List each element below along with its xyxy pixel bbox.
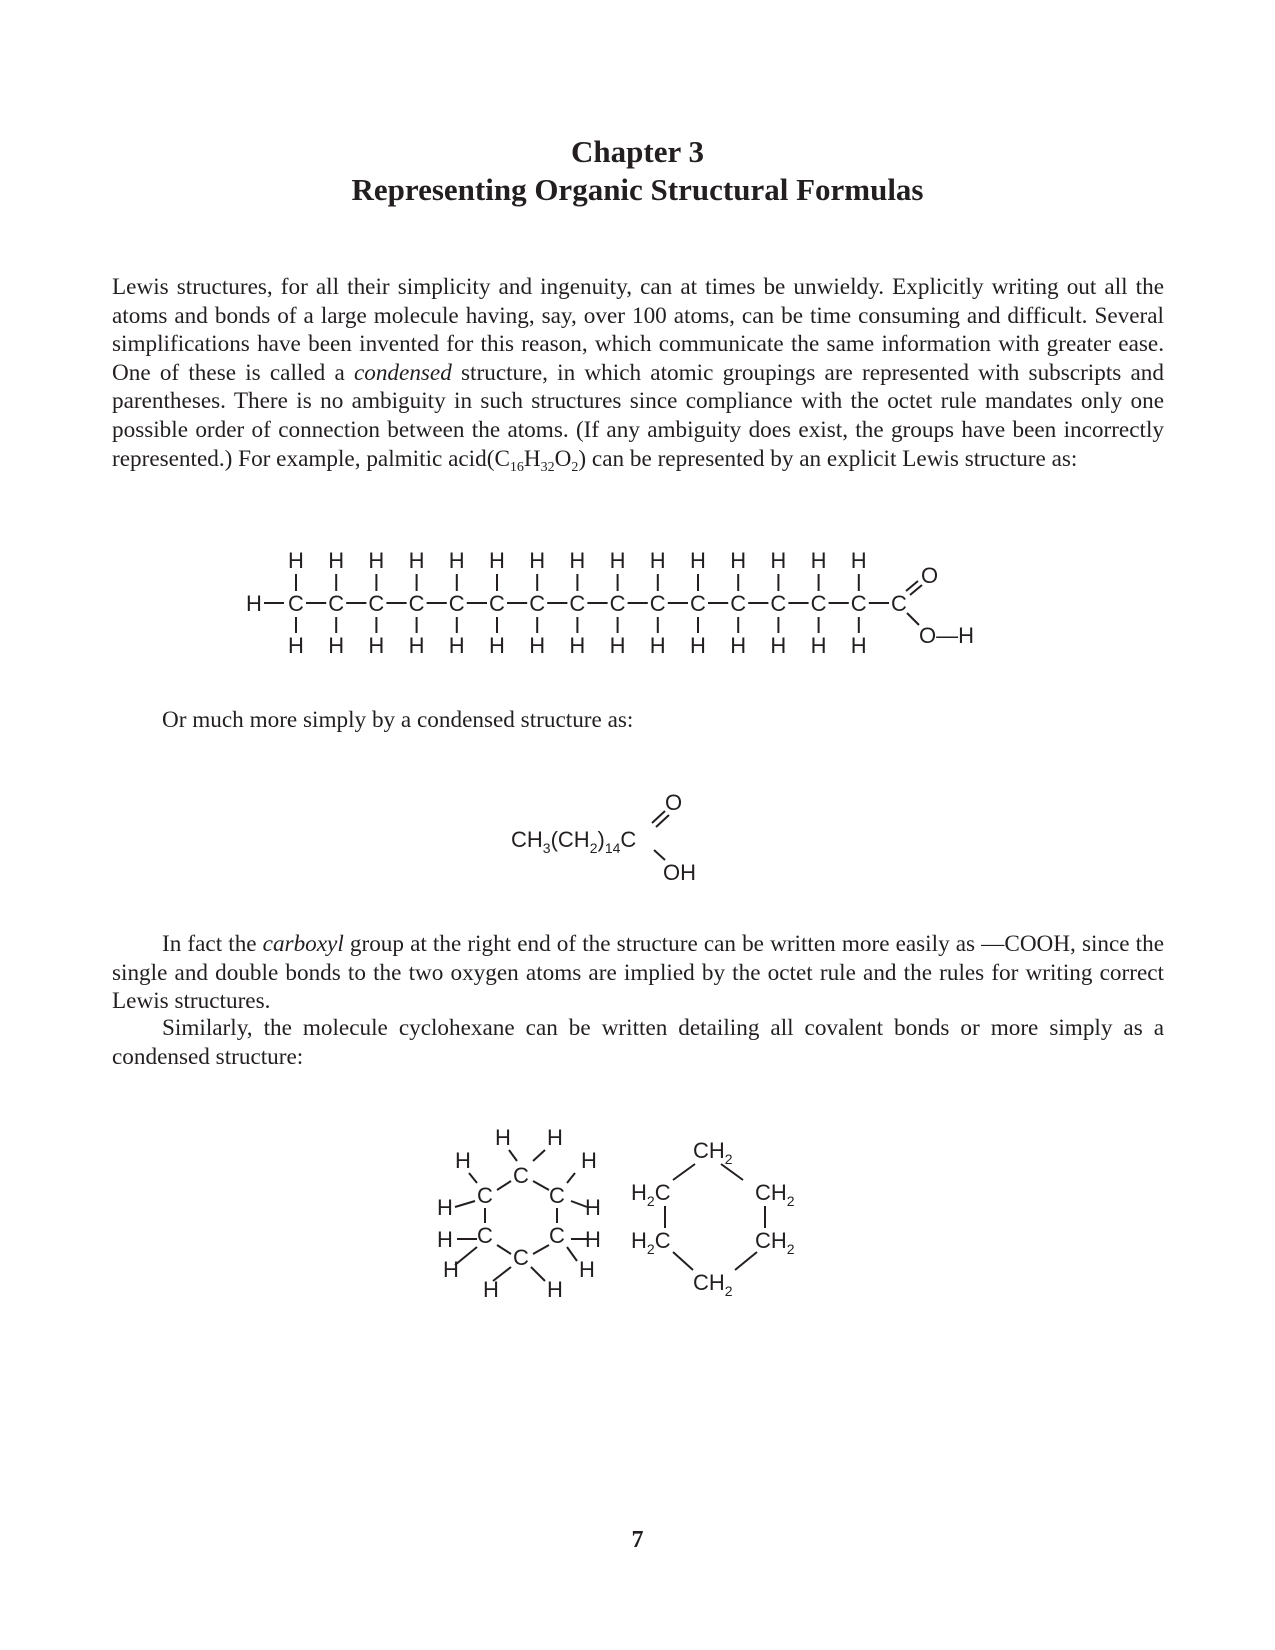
- hydrogen-atom: H: [489, 633, 505, 658]
- cyclohexane-condensed-structure: [615, 1120, 835, 1300]
- hydrogen-atom: H: [489, 548, 505, 573]
- hydrogen-atom: H: [529, 548, 546, 573]
- carbon-atom: C: [730, 591, 747, 616]
- hydrogen-atom: H: [569, 633, 586, 658]
- hydrogen-atom: H: [328, 633, 345, 658]
- carbon-atom: C: [810, 591, 827, 616]
- svg-text:C: C: [549, 1183, 565, 1208]
- hydrogen-atom: H: [569, 548, 586, 573]
- chapter-number: Chapter 3: [571, 134, 704, 169]
- carbon-atom: C: [408, 591, 425, 616]
- emphasis-carboxyl: carboxyl: [262, 931, 344, 957]
- svg-text:H: H: [437, 1195, 453, 1220]
- svg-text:H: H: [579, 1257, 595, 1282]
- terminal-hydrogen: H: [246, 591, 262, 616]
- svg-text:CH2: $CH_2$: [693, 1270, 733, 1299]
- svg-text:H: H: [443, 1257, 459, 1282]
- carbon-atom: C: [529, 591, 546, 616]
- hydrogen-atom: H: [770, 548, 787, 573]
- paragraph-text: structure, in which atomic groupings are represented with subscripts and parentheses. There is no ambiguity in such structures since compliance with the octet rule mandates only one possible order of connection between the atoms. (If any ambiguity does exist, the groups have been incorrectly represented.) For example, palmitic acid(: [112, 359, 1164, 472]
- hydrogen-atom: H: [368, 548, 385, 573]
- carbonyl-oxygen: O: [665, 790, 683, 815]
- hydrogen-atom: H: [810, 548, 827, 573]
- hydrogen-atom: H: [288, 633, 304, 658]
- hydrogen-atom: H: [730, 633, 747, 658]
- svg-text:H: H: [585, 1195, 601, 1220]
- carbonyl-oxygen: O: [921, 563, 939, 588]
- hydrogen-atom: H: [690, 633, 706, 658]
- svg-text:H: H: [455, 1148, 471, 1173]
- carbon-atom: C: [690, 591, 706, 616]
- hydrogen-atom: H: [448, 633, 465, 658]
- paragraph-text: ) can be represented by an explicit Lewis structure as:: [578, 445, 1078, 472]
- hydrogen-atom: H: [649, 633, 666, 658]
- chapter-heading: [0, 133, 1275, 209]
- hydrogen-atom: H: [770, 633, 787, 658]
- hydrogen-atom: H: [288, 548, 304, 573]
- caption-condensed: Or much more simply by a condensed structure as:: [162, 707, 634, 733]
- hydrogen-atom: H: [529, 633, 546, 658]
- svg-text:H: H: [547, 1125, 563, 1150]
- hydrogen-atom: H: [730, 548, 747, 573]
- svg-text:CH2: $CH_2$: [755, 1180, 795, 1209]
- hydroxyl-group: OH: [663, 860, 696, 880]
- svg-text:H: H: [483, 1277, 499, 1300]
- svg-text:H2C: $H_2C$: [631, 1180, 671, 1209]
- condensed-formula: $CH_3(CH_2)_{14}C$: [511, 827, 637, 856]
- hydrogen-atom: H: [850, 548, 867, 573]
- svg-text:H: H: [547, 1277, 563, 1300]
- svg-text:H: H: [585, 1227, 601, 1252]
- svg-text:H2C: $H_2C$: [631, 1228, 671, 1257]
- svg-text:C: C: [513, 1245, 529, 1270]
- hydroxyl-group: O—H: [919, 623, 974, 648]
- hydrogen-atom: H: [408, 548, 425, 573]
- page-number: 7: [631, 1527, 644, 1553]
- carbon-atom: C: [448, 591, 465, 616]
- molecular-formula: $C_{16}H_{32}O_2$: [494, 445, 579, 475]
- svg-text:C: C: [549, 1223, 565, 1248]
- svg-text:H: H: [437, 1227, 453, 1252]
- svg-text:H: H: [495, 1125, 511, 1150]
- carbon-atom: C: [609, 591, 626, 616]
- cyclohexane-full-structure: [405, 1115, 605, 1300]
- svg-text:C: C: [513, 1163, 529, 1188]
- hydrogen-atom: H: [328, 548, 345, 573]
- carbon-atom: C: [770, 591, 787, 616]
- carbon-atom: C: [489, 591, 505, 616]
- carbon-atom: C: [850, 591, 867, 616]
- hydrogen-atom: H: [609, 633, 626, 658]
- condensed-structure-figure: [505, 780, 735, 880]
- carboxyl-carbon: C: [891, 591, 907, 616]
- carbon-atom: C: [649, 591, 666, 616]
- svg-text:C: C: [477, 1183, 493, 1208]
- hydrogen-atom: H: [810, 633, 827, 658]
- paragraph-carboxyl: [112, 930, 1164, 1016]
- hydrogen-atom: H: [609, 548, 626, 573]
- paragraph-text: Similarly, the molecule cyclohexane can be written detailing all covalent bonds or more simply as a condensed structure:: [112, 1015, 1164, 1070]
- carbon-atom: C: [368, 591, 385, 616]
- carbon-atom: C: [328, 591, 345, 616]
- chapter-title: Representing Organic Structural Formulas: [351, 172, 924, 207]
- hydrogen-atom: H: [408, 633, 425, 658]
- carbon-atom: C: [569, 591, 586, 616]
- hydrogen-atom: H: [649, 548, 666, 573]
- emphasis-condensed: condensed: [353, 359, 452, 386]
- svg-text:CH2: $CH_2$: [755, 1228, 795, 1257]
- svg-text:CH2: $CH_2$: [693, 1138, 733, 1167]
- carbon-atom: C: [288, 591, 304, 616]
- hydrogen-atom: H: [690, 548, 706, 573]
- svg-text:C: C: [477, 1223, 493, 1248]
- paragraph-intro: [112, 273, 1164, 473]
- lewis-structure-figure: [240, 545, 1000, 685]
- svg-text:H: H: [581, 1148, 597, 1173]
- paragraph-text: In fact the: [162, 931, 263, 957]
- paragraph-cyclohexane: [112, 1014, 1164, 1071]
- hydrogen-atom: H: [448, 548, 465, 573]
- hydrogen-atom: H: [850, 633, 867, 658]
- paragraph-text: group at the right end of the structure can be written more easily as —COOH, since the single and double bonds to the two oxygen atoms are implied by the octet rule and the rules for writing correct Lewis structures.: [112, 931, 1165, 1015]
- paragraph-text: Lewis structures, for all their simplicity and ingenuity, can at times be unwieldy. Explicitly writing out all the atoms and bonds of a large molecule having, say, over 100 atoms, can be time consuming and difficult. Several simplifications have been invented for this reason, which communicate the same information with greater ease. One of these is called a: [112, 274, 1164, 386]
- hydrogen-atom: H: [368, 633, 385, 658]
